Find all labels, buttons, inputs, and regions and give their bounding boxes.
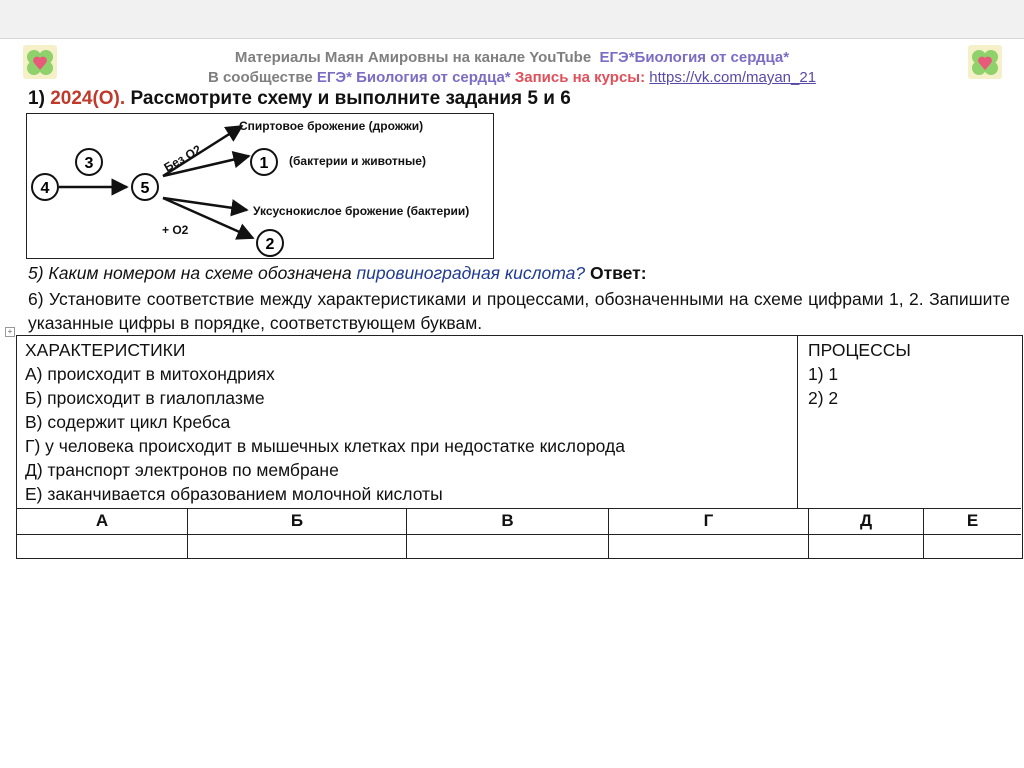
characteristics-column (17, 336, 798, 508)
characteristic-e: Е) заканчивается образованием молочной кислоты (25, 484, 443, 504)
characteristic-b: Б) происходит в гиалоплазме (25, 388, 265, 408)
task-5 (28, 263, 647, 284)
table-move-handle-icon[interactable]: + (5, 327, 15, 337)
question-number: 1) (28, 88, 45, 109)
answer-letter: Б (187, 509, 406, 534)
node-4 (32, 174, 58, 200)
node-1 (251, 149, 277, 175)
header-author: Материалы Маян Амировны на канале YouTube (234, 49, 592, 66)
header-community-label: В сообществе (207, 69, 313, 86)
answer-grid (17, 508, 1021, 558)
task-5-highlight: пировиноградная кислота? (356, 263, 586, 283)
header-line-1 (0, 49, 1024, 66)
characteristic-v: В) содержит цикл Кребса (25, 412, 231, 432)
answer-cell[interactable] (808, 535, 923, 559)
svg-text:2: 2 (265, 236, 275, 253)
header-signup: Запись на курсы: (514, 69, 646, 86)
label-bacteria-animals: (бактерии и животные) (289, 154, 426, 168)
header-line-2 (0, 69, 1024, 86)
answer-cell[interactable] (187, 535, 406, 559)
characteristic-d: Д) транспорт электронов по мембране (25, 460, 339, 480)
task-5-answer: Ответ: (589, 263, 647, 283)
processes-header: ПРОЦЕССЫ (808, 340, 911, 360)
question-code: 2024(О). (50, 88, 126, 109)
node-5 (132, 174, 158, 200)
answer-cell[interactable] (608, 535, 808, 559)
process-2: 2) 2 (808, 388, 839, 408)
header-community: ЕГЭ* Биология от сердца* (316, 69, 511, 86)
answer-cell[interactable] (406, 535, 608, 559)
characteristics-header: ХАРАКТЕРИСТИКИ (25, 340, 186, 360)
label-with-o2: + О2 (162, 223, 189, 237)
scheme-diagram (26, 113, 494, 259)
answer-letters-row (17, 509, 1021, 534)
svg-text:5: 5 (140, 180, 150, 197)
characteristic-a: А) происходит в митохондриях (25, 364, 275, 384)
answer-letter: В (406, 509, 608, 534)
answer-input-row (17, 534, 1021, 559)
answer-letter: Г (608, 509, 808, 534)
label-acetic-fermentation: Уксуснокислое брожение (бактерии) (253, 204, 470, 218)
question-text: Рассмотрите схему и выполните задания 5 и 6 (130, 88, 571, 109)
question-title (28, 88, 571, 110)
header-link[interactable]: https://vk.com/mayan_21 (649, 69, 817, 86)
task-5-text: 5) Каким номером на схеме обозначена (28, 263, 352, 283)
svg-text:3: 3 (84, 155, 94, 172)
label-alcohol-fermentation: Спиртовое брожение (дрожжи) (239, 119, 424, 133)
processes-column (798, 336, 1021, 508)
node-3 (76, 149, 102, 175)
answer-letter: А (95, 511, 109, 530)
node-2 (257, 230, 283, 256)
answer-cell[interactable] (923, 535, 1021, 559)
task-6: 6) Установите соответствие между характеристиками и процессами, обозначенными на схеме цифрами 1, 2. Запишите указанные цифры в порядке, соответствующем буквам. (28, 289, 1010, 333)
svg-text:1: 1 (259, 155, 269, 172)
matching-table (16, 335, 1023, 559)
answer-cell[interactable] (17, 535, 187, 559)
label-without-o2: Без О2 (161, 142, 204, 175)
characteristic-g: Г) у человека происходит в мышечных клетках при недостатке кислорода (25, 436, 625, 456)
process-1: 1) 1 (808, 364, 839, 384)
svg-text:4: 4 (40, 180, 50, 197)
header-channel: ЕГЭ*Биология от сердца* (599, 49, 790, 66)
answer-letter: Д (808, 509, 923, 534)
answer-letter: Е (923, 509, 1021, 534)
